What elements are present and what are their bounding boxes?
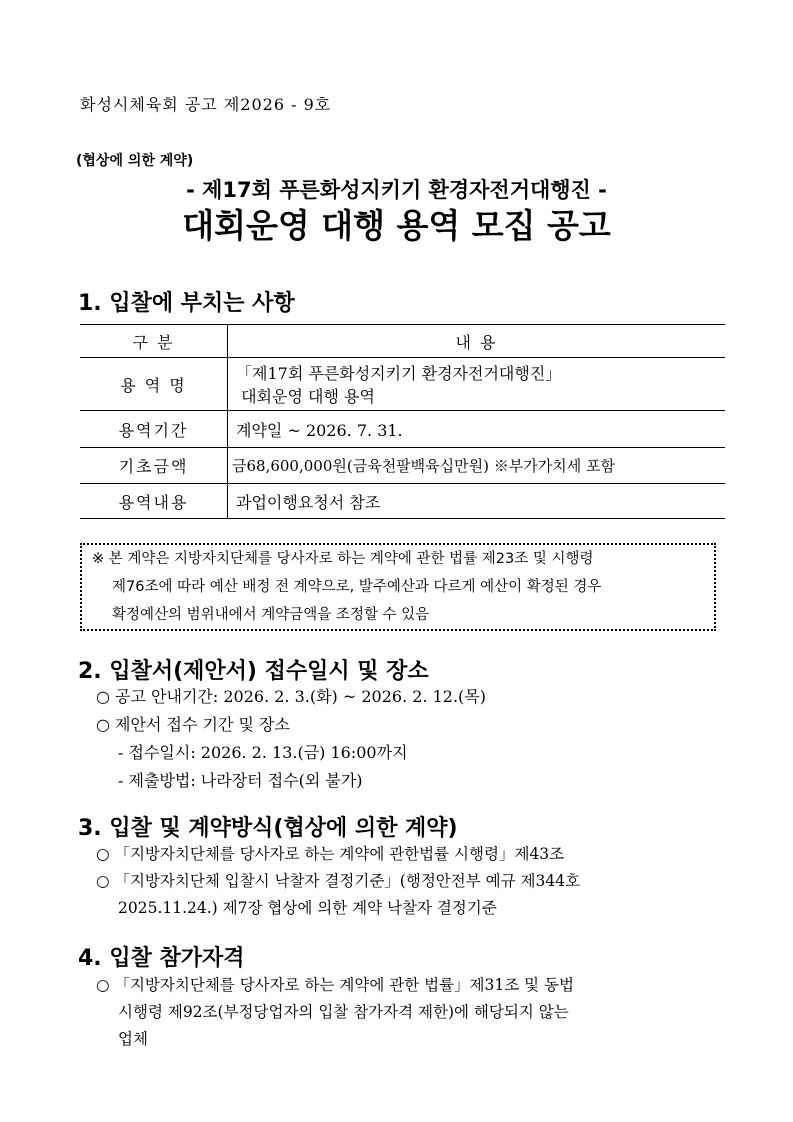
row-value: 계약일 ~ 2026. 7. 31. <box>228 411 726 448</box>
header-cell: 구 분 <box>80 325 228 358</box>
title-line1: - 제17회 푸른화성지키기 환경자전거대행진 - <box>186 178 607 202</box>
row-label: 용 역 명 <box>80 358 228 411</box>
section3-line: ○ 「지방자치단체를 당사자로 하는 계약에 관한법률 시행령」제43조 <box>96 845 565 863</box>
row-label: 용역내용 <box>80 484 228 519</box>
row-value: 금68,600,000원(금육천팔백육십만원) ※부가가치세 포함 <box>228 448 726 484</box>
title-line2: 대회운영 대행 용역 모집 공고 <box>182 206 611 245</box>
section1-heading: 1. 입찰에 부치는 사항 <box>78 291 295 316</box>
note-line: ※ 본 계약은 지방자치단체를 당사자로 하는 계약에 관한 법률 제23조 및 시행령 <box>92 551 594 567</box>
table-row <box>80 358 725 411</box>
section4-line: 업체 <box>118 1030 148 1048</box>
section2-line: - 접수일시: 2026. 2. 13.(금) 16:00까지 <box>118 743 408 762</box>
table-row <box>80 484 725 519</box>
row-value: 과업이행요청서 참조 <box>228 484 726 519</box>
note-line: 확정예산의 범위내에서 계약금액을 조정할 수 있음 <box>112 607 430 623</box>
row-value <box>228 358 726 411</box>
value-line: 「제17회 푸른화성지키기 환경자전거대행진」 <box>236 364 562 383</box>
section3-heading: 3. 입찰 및 계약방식(협상에 의한 계약) <box>78 816 458 841</box>
contract-type: (협상에 의한 계약) <box>76 153 194 169</box>
table-row <box>80 448 725 484</box>
section3-line: 2025.11.24.) 제7장 협상에 의한 계약 낙찰자 결정기준 <box>118 899 497 917</box>
note-box <box>80 543 716 631</box>
table-row <box>80 411 725 448</box>
section3-line: ○ 「지방자치단체 입찰시 낙찰자 결정기준」(행정안전부 예규 제344호 <box>96 872 581 890</box>
section2-heading: 2. 입찰서(제안서) 접수일시 및 장소 <box>78 659 429 684</box>
note-line: 제76조에 따라 예산 배정 전 계약으로, 발주예산과 다르게 예산이 확정된 경우 <box>112 579 602 595</box>
section4-heading: 4. 입찰 참가자격 <box>78 946 245 971</box>
section2-line: ○ 공고 안내기간: 2026. 2. 3.(화) ~ 2026. 2. 12.(목) <box>96 687 486 706</box>
section2-line: ○ 제안서 접수 기간 및 장소 <box>96 715 290 734</box>
section4-line: ○ 「지방자치단체를 당사자로 하는 계약에 관한 법률」제31조 및 동법 <box>96 976 574 994</box>
value-line: 대회운영 대행 용역 <box>236 387 375 406</box>
table-header <box>80 325 725 358</box>
row-label: 용역기간 <box>80 411 228 448</box>
notice-number: 화성시체육회 공고 제2026 - 9호 <box>80 95 332 114</box>
header-cell: 내 용 <box>228 325 726 358</box>
bid-items-table <box>80 324 725 519</box>
section2-line: - 제출방법: 나라장터 접수(외 불가) <box>118 771 363 790</box>
section4-line: 시행령 제92조(부정당업자의 입찰 참가자격 제한)에 해당되지 않는 <box>118 1003 569 1021</box>
row-label: 기초금액 <box>80 448 228 484</box>
